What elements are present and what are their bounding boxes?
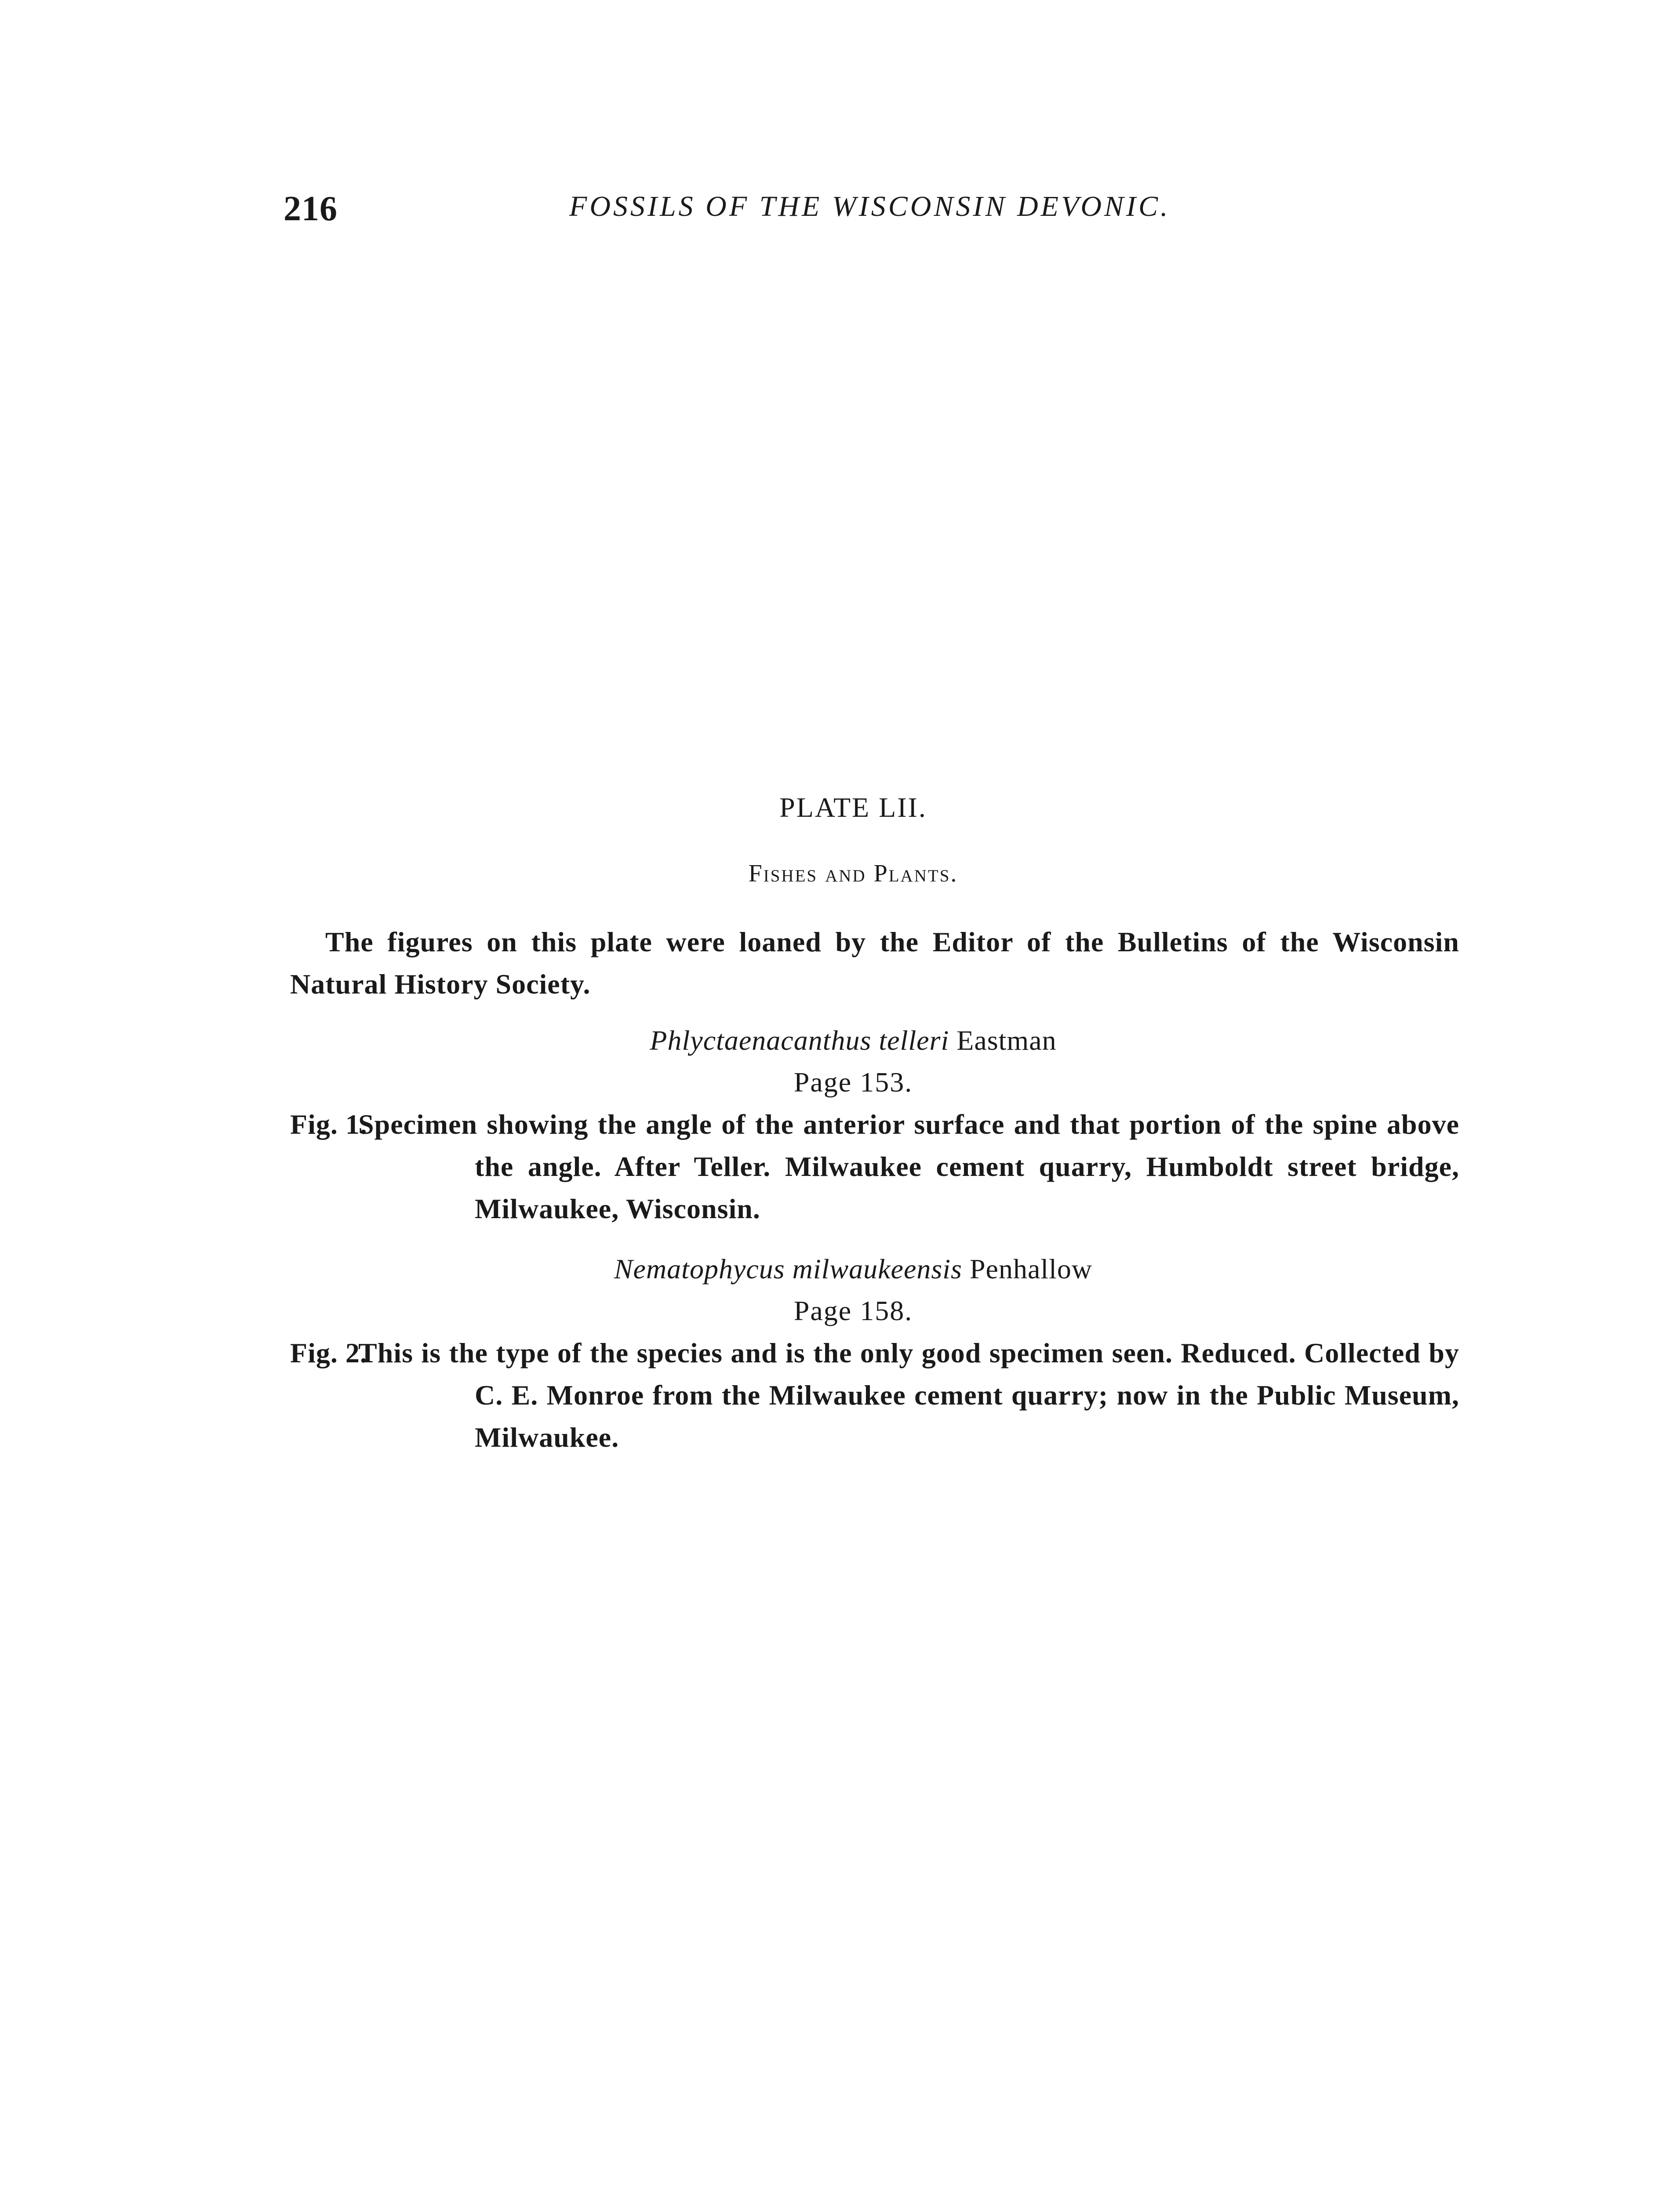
figure-description: Specimen showing the angle of the anterior surface and that portion of the spine above the angle. After Teller. Milwaukee cement quarry, Humboldt street bridge, Milwaukee, Wisconsin. xyxy=(358,1109,1459,1224)
species-heading xyxy=(0,1253,1680,1285)
figure-caption xyxy=(290,1103,1459,1230)
page-reference: Page 153. xyxy=(793,1066,913,1098)
page-reference: Page 158. xyxy=(793,1295,913,1326)
running-head: FOSSILS OF THE WISCONSIN DEVONIC. xyxy=(569,190,1171,222)
species-heading xyxy=(0,1024,1680,1057)
plate-title: PLATE LII. xyxy=(779,792,927,823)
species-author: Penhallow xyxy=(969,1253,1093,1285)
species-author: Eastman xyxy=(956,1025,1057,1056)
plate-subtitle: Fishes and Plants. xyxy=(748,860,958,887)
plate-intro: The figures on this plate were loaned by the Editor of the Bulletins of the Wisconsin Natural History Society. xyxy=(290,926,1459,1000)
species-name: Phlyctaenacanthus telleri xyxy=(650,1025,949,1056)
figure-description: This is the type of the species and is the only good specimen seen. Reduced. Collected by C. E. Monroe from the Milwaukee cement quarry; now in the Public Museum, Milwaukee. xyxy=(358,1337,1459,1453)
species-name: Nematophycus milwaukeensis xyxy=(614,1253,962,1285)
figure-caption xyxy=(290,1332,1459,1459)
figure-label: Fig. 2. xyxy=(290,1337,367,1368)
page-number: 216 xyxy=(284,189,338,228)
figure-label: Fig. 1. xyxy=(290,1109,367,1140)
page-header xyxy=(284,189,1448,237)
